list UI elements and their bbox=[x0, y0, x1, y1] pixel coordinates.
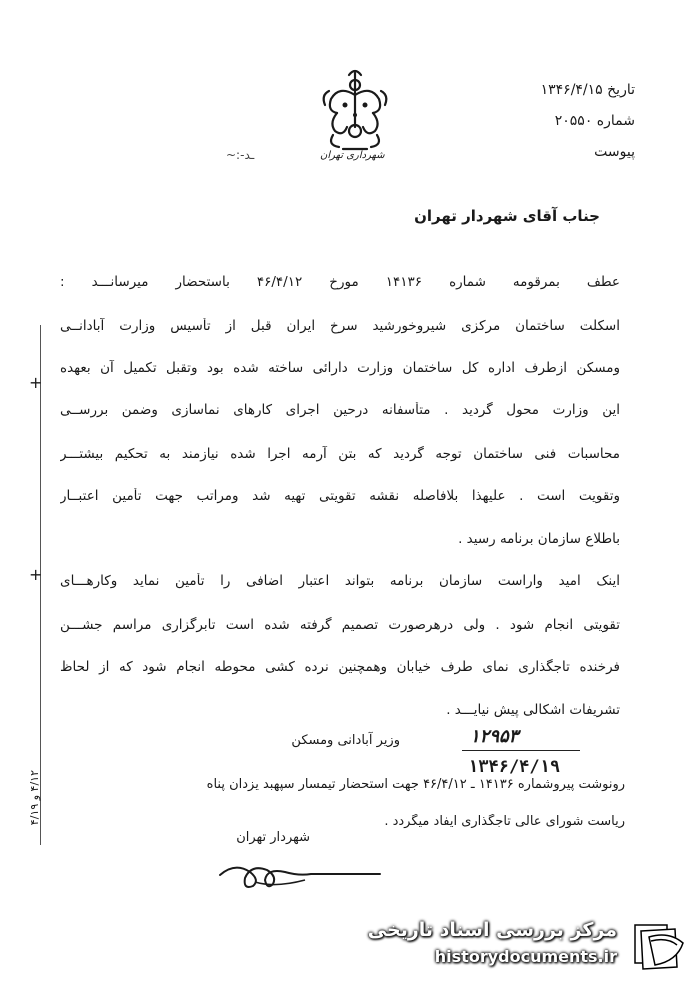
watermark-title: مرکز بررسی اسناد تاریخی bbox=[367, 919, 617, 941]
body-line: این وزارت محول گردید . متأسفانه درحین اجرای کارهای نماسازی وضمن بررســی bbox=[60, 402, 620, 418]
attachment-line: پیوست bbox=[594, 144, 635, 160]
margin-plus-mark: + bbox=[29, 565, 43, 584]
archive-watermark bbox=[367, 915, 695, 977]
copy-line: ریاست شورای عالی تاجگذاری ایفاد میگردد . bbox=[384, 814, 625, 829]
watermark-url: historydocuments.ir bbox=[434, 947, 617, 966]
salutation: جناب آقای شهردار تهران bbox=[414, 207, 600, 225]
body-line: باطلاع سازمان برنامه رسید . bbox=[458, 531, 620, 547]
body-line: عطف بمرقومه شماره ۱۴۱۳۶ مورخ ۴۶/۴/۱۲ باستحضار میرسانـــد : bbox=[60, 274, 620, 290]
margin-scribble: ~:-ـد bbox=[226, 148, 255, 162]
signatory-title: وزیر آبادانی ومسکن bbox=[291, 733, 400, 748]
stamped-date: ۱۳۴۶/۴/۱۹ bbox=[468, 757, 561, 777]
number-line: شماره ۲۰۵۵۰ bbox=[554, 113, 635, 129]
body-line: اینک امید واراست سازمان برنامه بتواند اعتبار اضافی را تأمین نماید وکارهـــای bbox=[60, 573, 620, 589]
copy-line: رونوشت پیروشماره ۱۴۱۳۶ ـ ۴۶/۴/۱۲ جهت استحضار تیمسار سپهبد یزدان پناه bbox=[206, 777, 625, 792]
emblem-caption: شهرداری تهران bbox=[320, 150, 385, 161]
margin-plus-mark: + bbox=[29, 373, 43, 392]
archive-logo-icon bbox=[627, 917, 689, 975]
body-line: وتقویت است . علیهذا بلافاصله نقشه تقویتی تهیه شد ومراتب جهت تأمین اعتبــار bbox=[60, 488, 620, 504]
body-line: ومسکن ازطرف اداره کل ساختمان وزارت دارائی ساخته شده بود وتقبل تکمیل آن بعهده bbox=[60, 360, 620, 376]
body-line: تشریفات اشکالی پیش نیایـــد . bbox=[446, 702, 620, 718]
signature-icon bbox=[215, 850, 385, 895]
body-line: تقویتی انجام شود . ولی درهرصورت تصمیم گرفته شده است تابرگزاری مراسم جشـــن bbox=[60, 617, 620, 633]
handwritten-number: ۱۲۹۵۳ bbox=[470, 726, 519, 747]
sender-title: شهردار تهران bbox=[236, 830, 310, 845]
body-line: محاسبات فنی ساختمان توجه گردید که بتن آرمه اجرا شده نیازمند به تحکیم بیشتـــر bbox=[60, 446, 620, 462]
date-line: تاریخ ۱۳۴۶/۴/۱۵ bbox=[540, 82, 635, 98]
body-line: فرخنده تاجگذاری نمای طرف خیابان وهمچنین نرده کشی محوطه انجام شود که از لحاظ bbox=[60, 659, 620, 675]
margin-rule bbox=[40, 325, 41, 845]
body-line: اسکلت ساختمان مرکزی شیروخورشید سرخ ایران قبل از تأسیس وزارت آبادانــی bbox=[60, 318, 620, 334]
margin-note: ۴/۱۲ و ۴/۱۹ bbox=[28, 770, 41, 826]
handwritten-underline bbox=[462, 750, 580, 751]
